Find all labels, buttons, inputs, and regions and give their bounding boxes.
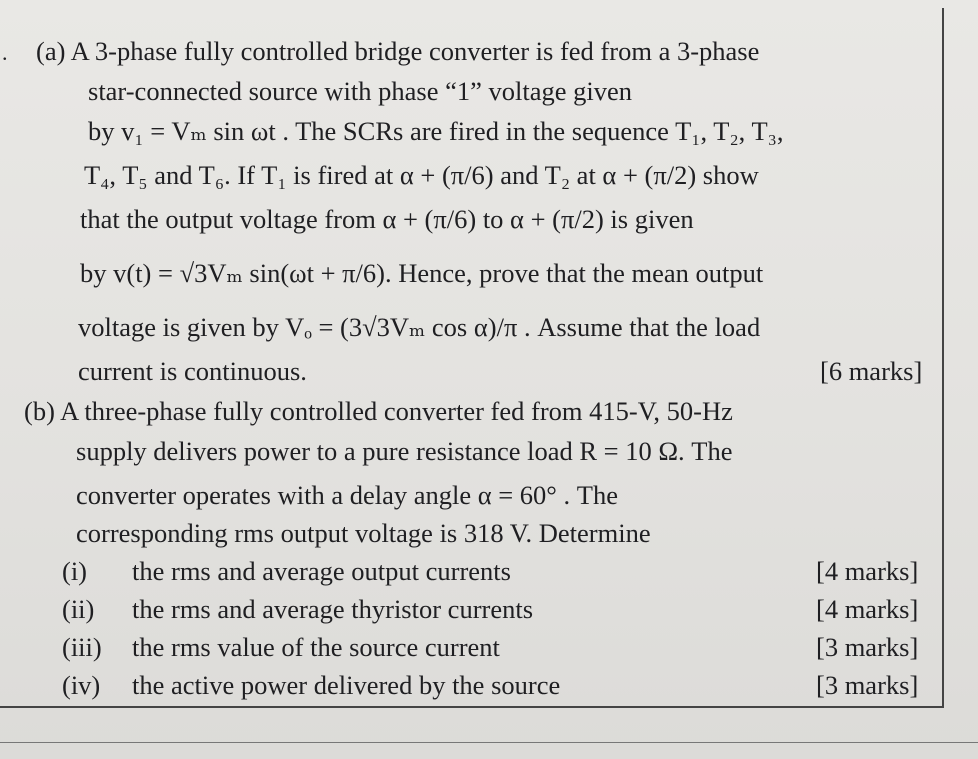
item-iv-marks: [3 marks] (816, 670, 919, 700)
part-a-line-5: that the output voltage from α + (π/6) to α + (π/2) is given (80, 204, 694, 234)
item-i-marks: [4 marks] (816, 556, 919, 586)
item-iii-number: (iii) (62, 632, 102, 662)
part-a-text-1: A 3-phase fully controlled bridge converter is fed from a 3-phase (70, 36, 760, 66)
part-b-text-1: A three-phase fully controlled converter fed from 415-V, 50-Hz (60, 396, 733, 426)
part-a-line-7: voltage is given by Vₒ = (3√3Vₘ cos α)/π . Assume that the load (78, 312, 761, 342)
item-iii (62, 630, 500, 664)
item-iv-text: the active power delivered by the source (132, 670, 561, 700)
item-ii-number: (ii) (62, 594, 95, 624)
part-a-line-3: by v₁ = Vₘ sin ωt . The SCRs are fired in the sequence T₁, T₂, T₃, (88, 116, 784, 146)
part-b-line-1 (24, 394, 733, 428)
part-a-marks: [6 marks] (820, 356, 923, 386)
frame-bottom-border (0, 706, 944, 708)
item-i-text: the rms and average output currents (132, 556, 511, 586)
part-b-line-3: converter operates with a delay angle α = 60° . The (76, 480, 618, 510)
part-a-line-8: current is continuous. (78, 356, 307, 386)
item-ii (62, 592, 533, 626)
part-a-line-1 (36, 34, 759, 68)
item-iv (62, 668, 560, 702)
bullet-dot: . (2, 40, 8, 65)
page-bottom-rule (0, 742, 978, 743)
item-i (62, 554, 511, 588)
part-b-line-4: corresponding rms output voltage is 318 V. Determine (76, 518, 651, 548)
item-ii-marks: [4 marks] (816, 594, 919, 624)
item-iv-number: (iv) (62, 670, 101, 700)
part-b-label: (b) (24, 396, 55, 426)
item-ii-text: the rms and average thyristor currents (132, 594, 534, 624)
part-a-line-4: T₄, T₅ and T₆. If T₁ is fired at α + (π/6) and T₂ at α + (π/2) show (84, 160, 759, 190)
part-a-line-6: by v(t) = √3Vₘ sin(ωt + π/6). Hence, prove that the mean output (80, 258, 764, 288)
item-iii-text: the rms value of the source current (132, 632, 500, 662)
frame-right-border (942, 8, 944, 706)
part-a-label: (a) (36, 36, 66, 66)
item-i-number: (i) (62, 556, 88, 586)
part-b-line-2: supply delivers power to a pure resistance load R = 10 Ω. The (76, 436, 733, 466)
item-iii-marks: [3 marks] (816, 632, 919, 662)
part-a-line-2: star-connected source with phase “1” voltage given (88, 76, 632, 106)
